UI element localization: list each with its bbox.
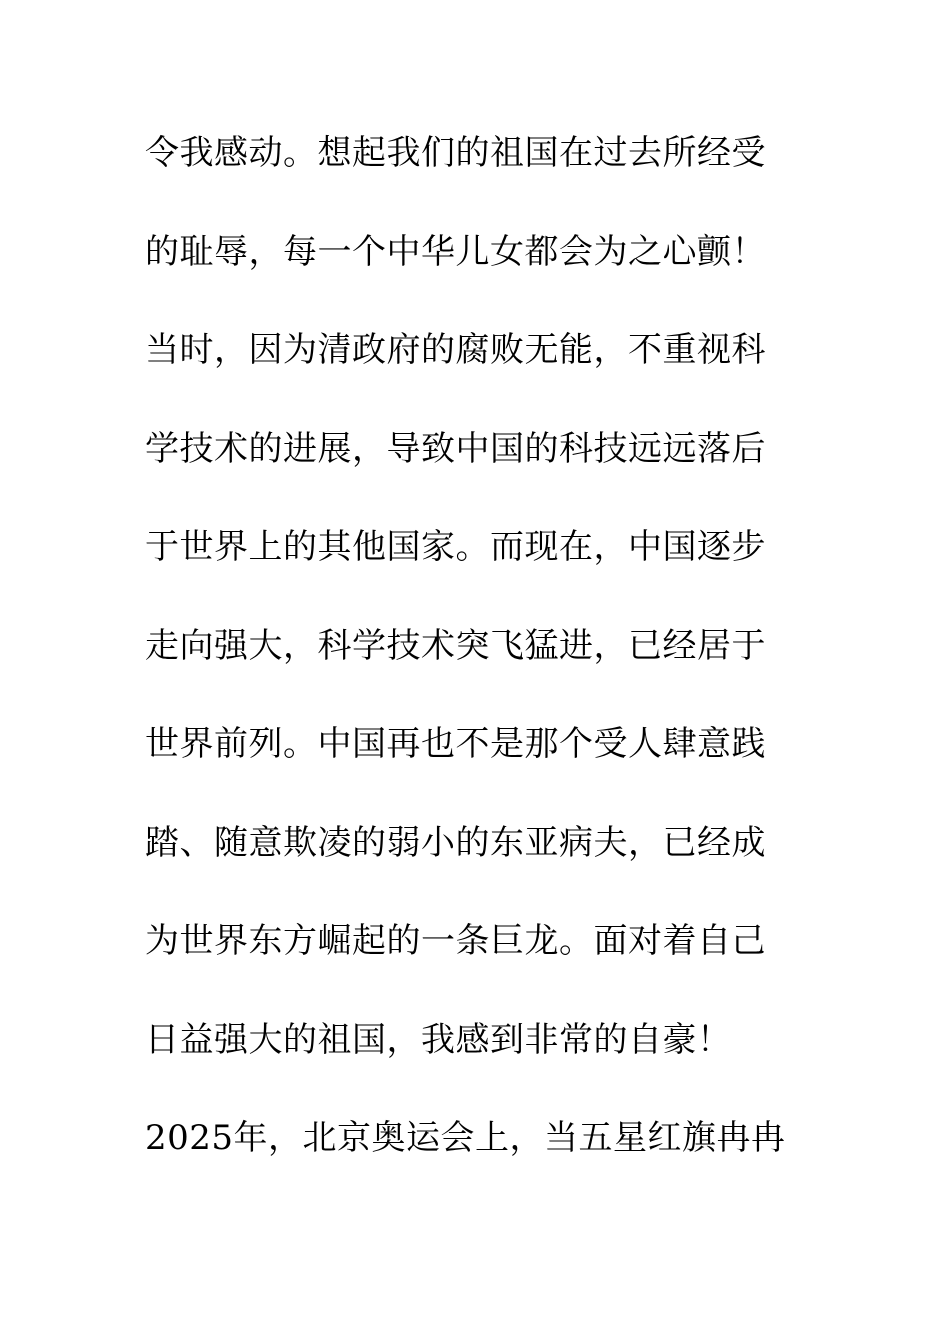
text-line-3: 当时，因为清政府的腐败无能，不重视科 [145, 330, 766, 370]
text-line-10: 日益强大的祖国，我感到非常的自豪！ [145, 1019, 732, 1060]
text-line-5: 于世界上的其他国家。而现在，中国逐步 [145, 527, 766, 567]
text-line-9: 为世界东方崛起的一条巨龙。面对着自己 [145, 921, 766, 961]
text-line-7: 世界前列。中国再也不是那个受人肆意践 [145, 724, 766, 764]
body-text [145, 127, 805, 1211]
text-line-1: 令我感动。想起我们的祖国在过去所经受 [145, 133, 766, 173]
text-line-4: 学技术的进展，导致中国的科技远远落后 [145, 428, 766, 469]
text-line-2: 的耻辱，每一个中华儿女都会为之心颤！ [145, 231, 766, 272]
text-line-6: 走向强大，科学技术突飞猛进，已经居于 [145, 625, 766, 666]
text-line-8: 踏、随意欺凌的弱小的东亚病夫，已经成 [145, 822, 766, 863]
text-line-11: 2025年，北京奥运会上，当五星红旗冉冉 [145, 1118, 786, 1158]
